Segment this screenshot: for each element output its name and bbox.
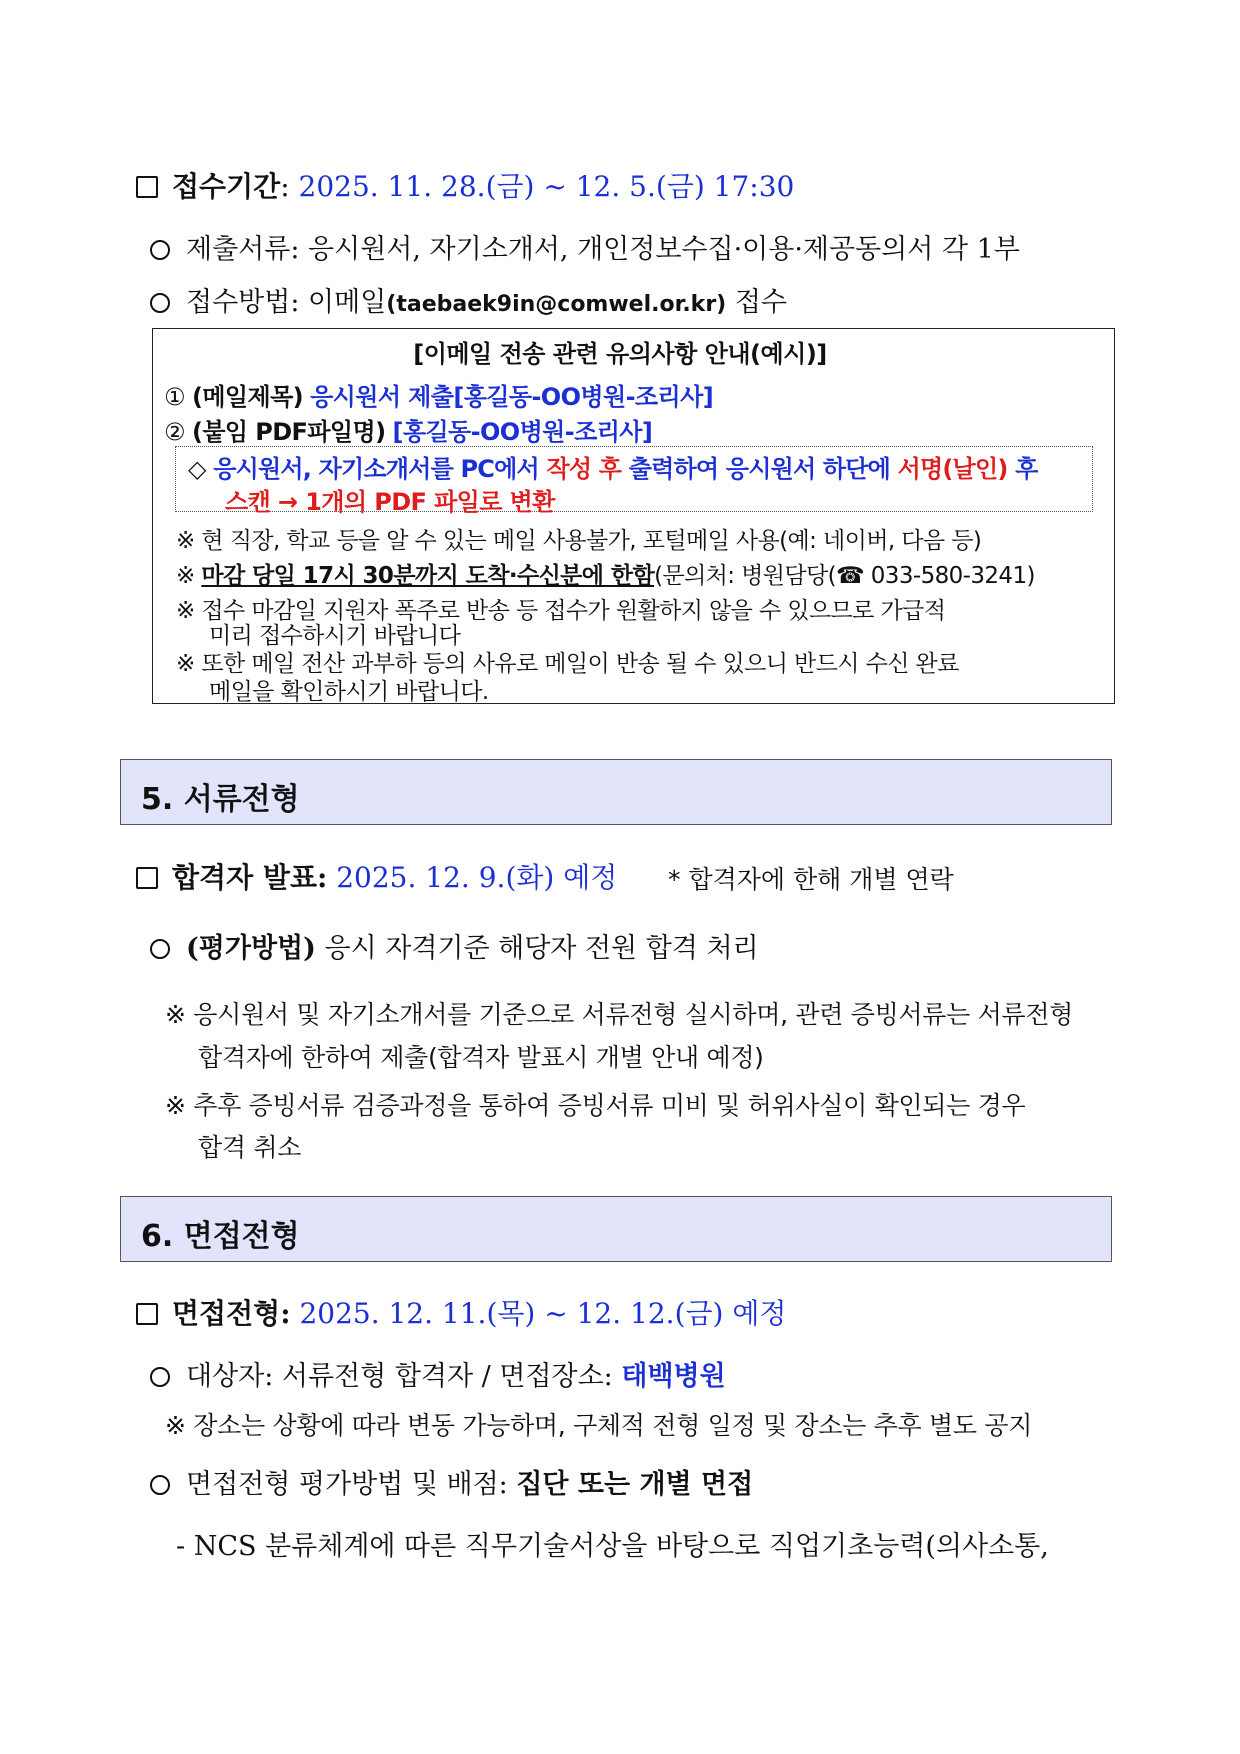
receipt-period-line [136,165,794,205]
eval-score-label: 면접전형 평가방법 및 배점: [186,1469,508,1500]
doc-note-1-line-2: 합격자에 한하여 제출(합격자 발표시 개별 안내 예정) [198,1043,764,1072]
notice-item-1-value: 응시원서 제출[홍길동-OO병원-조리사] [310,383,714,411]
notice-note-3-line-2: 미리 접수하시기 바랍니다 [209,623,461,649]
eval-method-text: 응시 자격기준 해당자 전원 합격 처리 [324,933,759,964]
section-5-header [120,759,1112,825]
announce-line [136,856,617,896]
receipt-period-value: 2025. 11. 28.(금) ~ 12. 5.(금) 17:30 [298,170,795,203]
target-place: 태백병원 [621,1361,726,1392]
receipt-period-sep: : [280,170,290,203]
eval-method-label: (평가방법) [186,933,316,964]
submit-method-label: 접수방법: [186,287,300,318]
circle-bullet-icon [150,240,170,260]
submit-method-tail: 접수 [734,287,787,318]
circle-bullet-icon [150,939,170,959]
pdf-conversion-line-1 [188,449,1037,484]
pdf-conv-b: 작성 후 [546,455,622,483]
circle-bullet-icon [150,1367,170,1387]
circle-bullet-icon [150,293,170,313]
submit-docs-line [150,227,1020,266]
circle-bullet-icon [150,1475,170,1495]
ncs-line: - NCS 분류체계에 따른 직무기술서상을 바탕으로 직업기초능력(의사소통, [176,1531,1049,1562]
notice-title: [이메일 전송 관련 유의사항 안내(예시)] [413,340,827,368]
notice-item-2-label: (붙임 PDF파일명) [191,418,386,446]
submit-docs-label: 제출서류: [186,234,300,265]
doc-note-2-line-2: 합격 취소 [198,1133,302,1162]
interview-label: 면접전형: [172,1297,291,1330]
notice-note-2-contact: (문의처: 병원담당(☎ 033-580-3241) [654,563,1035,589]
checkbox-square-icon [136,867,158,889]
submit-method-value: 이메일 [308,287,387,318]
announce-label: 합격자 발표: [172,861,328,894]
pdf-conv-c: 출력하여 응시원서 하단에 [628,455,891,483]
announce-note: * 합격자에 한해 개별 연락 [668,865,954,894]
notice-note-1: ※ 현 직장, 학교 등을 알 수 있는 메일 사용불가, 포털메일 사용(예: 네이버, 다음 등) [176,528,982,554]
notice-note-4-line-1: ※ 또한 메일 전산 과부하 등의 사유로 메일이 반송 될 수 있으니 반드시 수신 완료 [176,651,959,677]
diamond-icon: ◇ [188,455,206,483]
section-6-header [120,1196,1112,1262]
notice-note-4-line-2: 메일을 확인하시기 바랍니다. [209,679,489,705]
section-5-title: 5. 서류전형 [141,782,300,817]
target-label: 대상자: 서류전형 합격자 / 면접장소: [186,1361,613,1392]
notice-note-2-deadline: 마감 당일 17시 30분까지 도착·수신분에 한함 [201,563,655,589]
checkbox-square-icon [136,1303,158,1325]
section-6-title: 6. 면접전형 [141,1219,300,1254]
submit-method-line [150,280,787,319]
doc-note-1-line-1: ※ 응시원서 및 자기소개서를 기준으로 서류전형 실시하며, 관련 증빙서류는 서류전형 [165,1000,1074,1029]
receipt-period-label: 접수기간 [172,170,281,203]
announce-value: 2025. 12. 9.(화) 예정 [336,861,618,894]
target-line [150,1354,726,1393]
checkbox-square-icon [136,176,158,198]
notice-item-1 [164,377,713,412]
eval-score-value: 집단 또는 개별 면접 [516,1469,754,1500]
pdf-conversion-line-2: 스캔 → 1개의 PDF 파일로 변환 [225,488,555,516]
notice-item-2 [164,412,652,447]
notice-note-2-mark: ※ [176,563,195,589]
pdf-conv-a: 응시원서, 자기소개서를 PC에서 [213,455,539,483]
interview-value: 2025. 12. 11.(목) ~ 12. 12.(금) 예정 [299,1297,787,1330]
pdf-conv-e: 후 [1015,455,1038,483]
submit-docs-value: 응시원서, 자기소개서, 개인정보수집·이용·제공동의서 각 1부 [308,234,1020,265]
notice-item-1-num: ① [164,383,185,411]
notice-note-3-line-1: ※ 접수 마감일 지원자 폭주로 반송 등 접수가 원활하지 않을 수 있으므로 가급적 [176,598,946,624]
eval-score-line [150,1462,753,1501]
place-note: ※ 장소는 상황에 따라 변동 가능하며, 구체적 전형 일정 및 장소는 추후 별도 공지 [165,1411,1033,1440]
pdf-conv-d: 서명(날인) [897,455,1008,483]
notice-item-1-label: (메일제목) [191,383,304,411]
notice-note-2 [176,557,1035,590]
doc-note-2-line-1: ※ 추후 증빙서류 검증과정을 통하여 증빙서류 미비 및 허위사실이 확인되는 경우 [165,1091,1026,1120]
interview-line [136,1292,786,1332]
notice-item-2-num: ② [164,418,185,446]
eval-method-line [150,926,759,965]
submit-email: (taebaek9in@comwel.or.kr) [386,292,727,317]
notice-item-2-value: [홍길동-OO병원-조리사] [392,418,653,446]
